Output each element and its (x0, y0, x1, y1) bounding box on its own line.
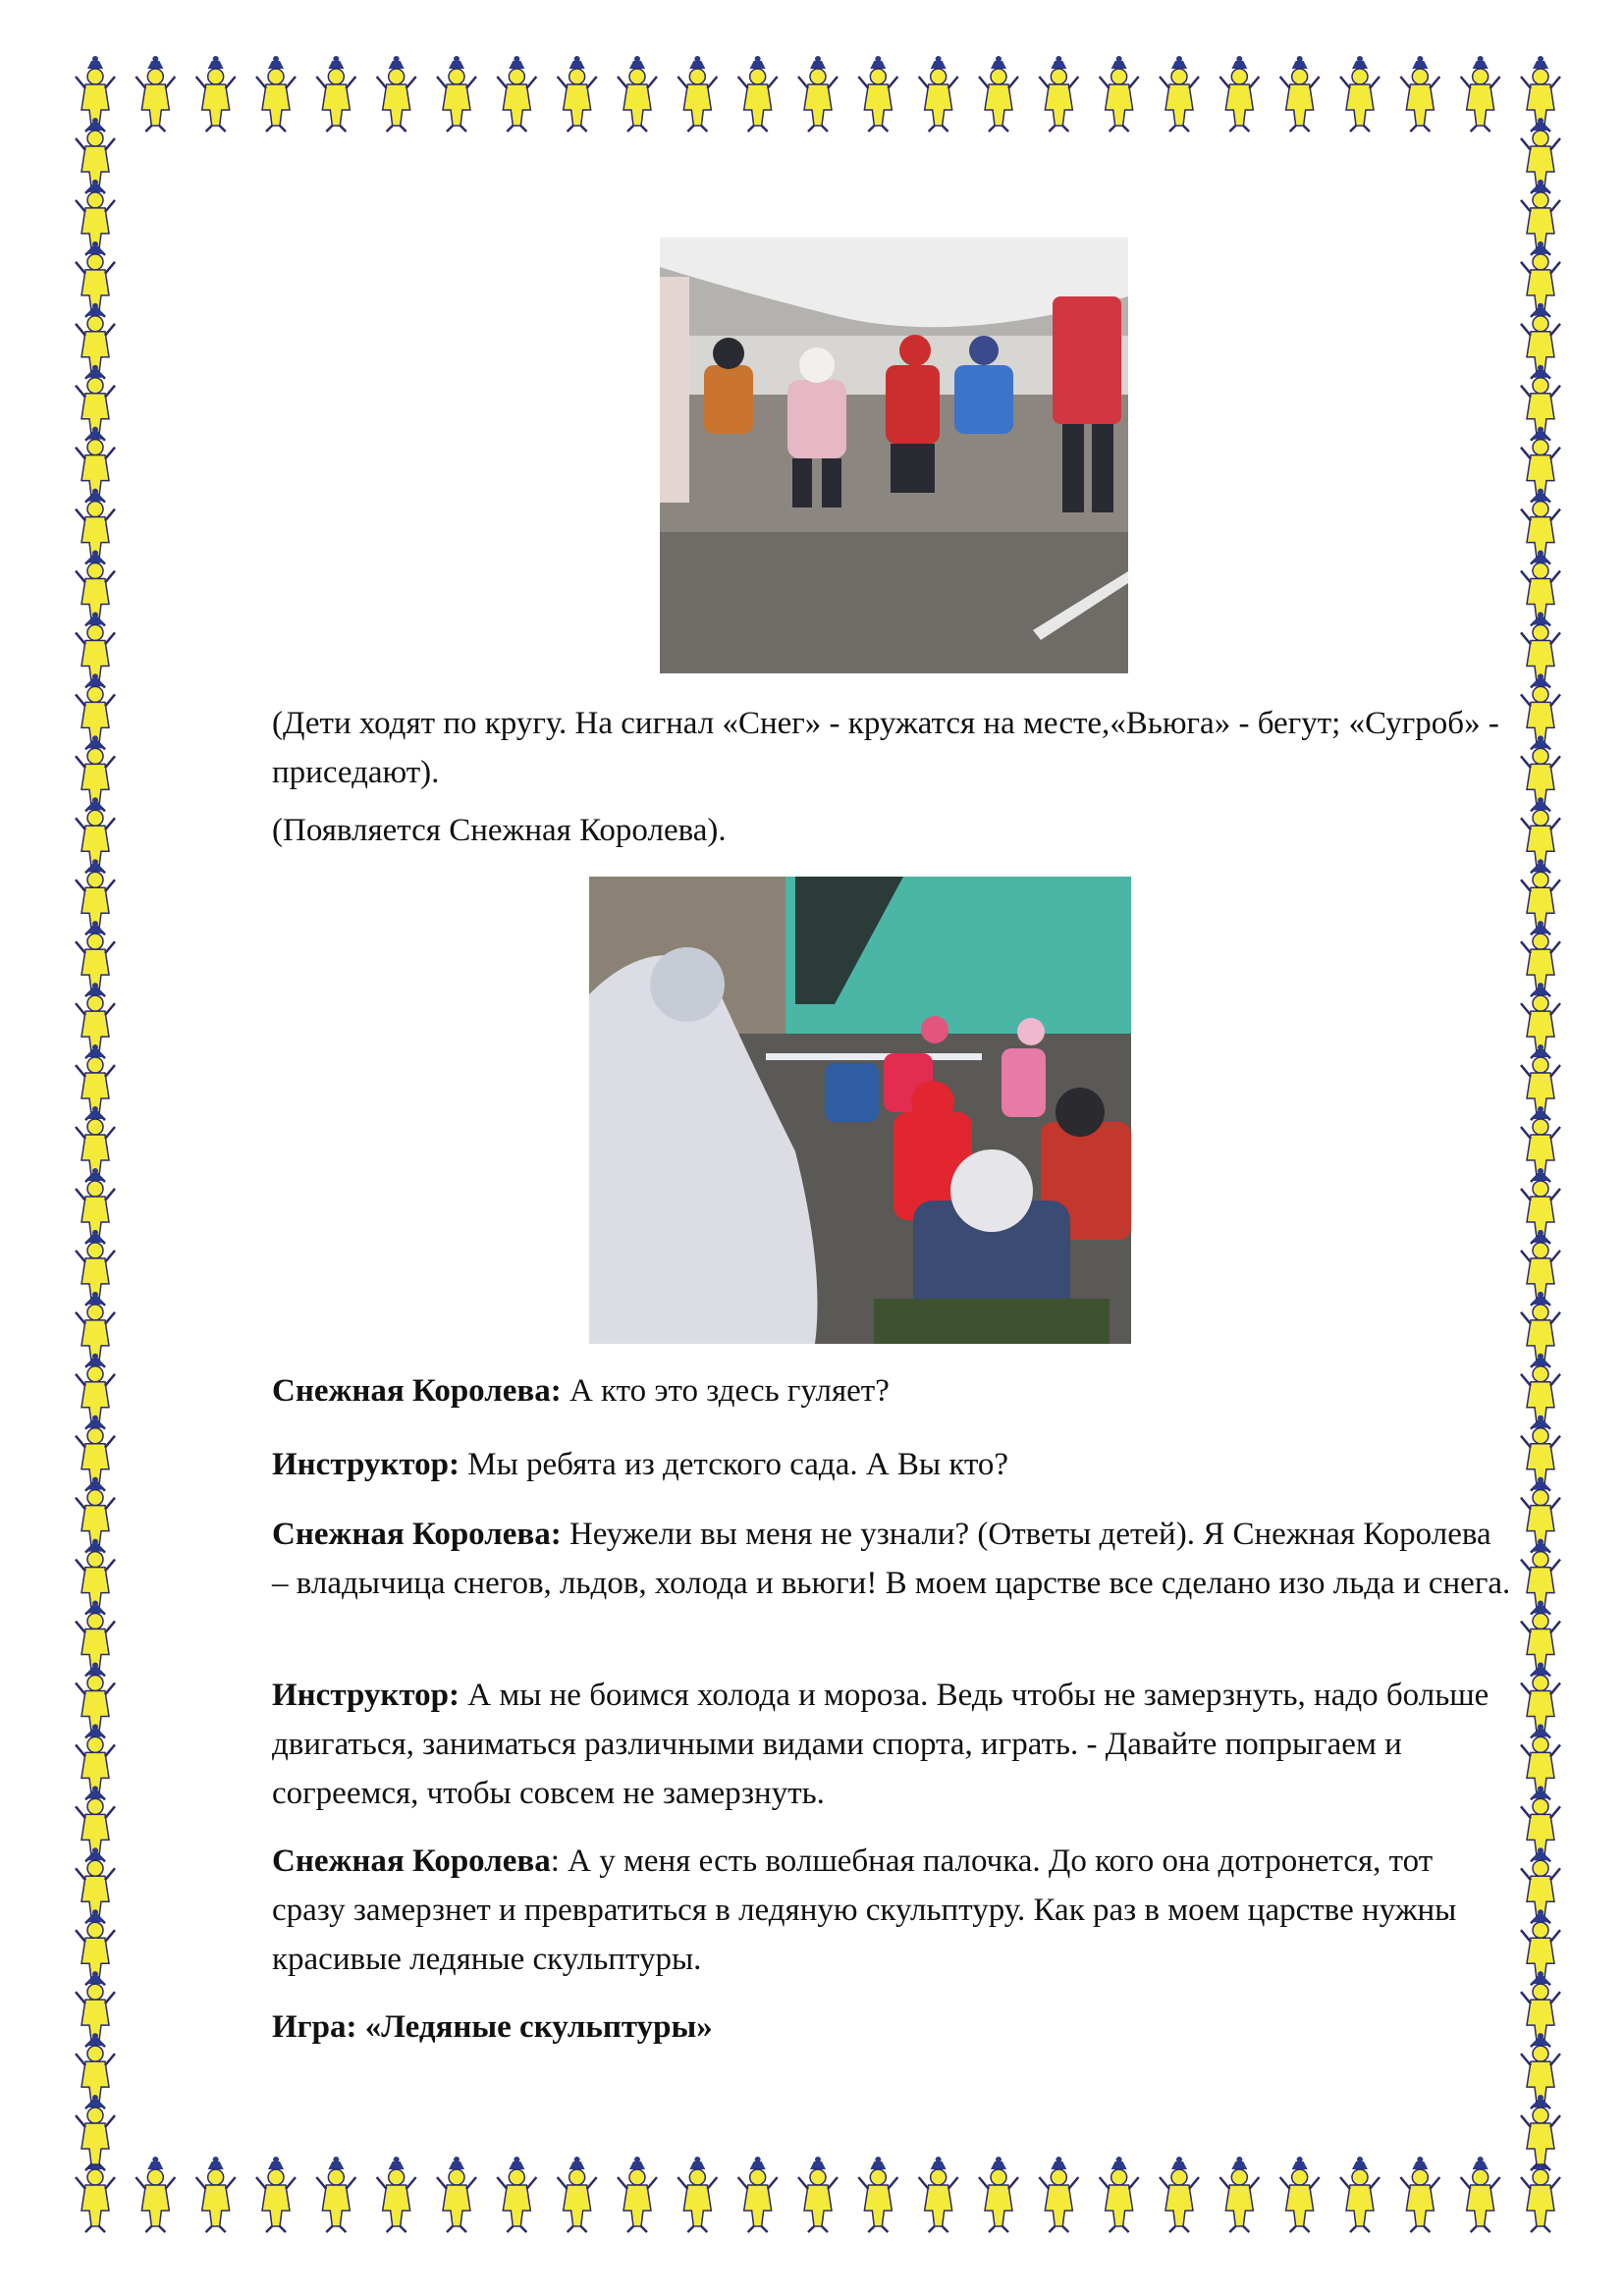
clown-border-figure-icon (76, 1044, 115, 1120)
clown-border-figure-icon (76, 1477, 115, 1553)
clown-border-figure-icon (76, 2095, 115, 2170)
clown-border-figure-icon (1039, 2157, 1078, 2232)
clown-border-figure-icon (1521, 1971, 1560, 2047)
clown-border-figure-icon (76, 1847, 115, 1923)
clown-border-figure-icon (76, 1292, 115, 1367)
clown-border-figure-icon (76, 2033, 115, 2109)
clown-border-figure-icon (1521, 489, 1560, 564)
clown-border-figure-icon (618, 56, 657, 132)
clown-border-figure-icon (1160, 2157, 1199, 2232)
clown-border-figure-icon (76, 241, 115, 317)
clown-border-figure-icon (1521, 1662, 1560, 1737)
clown-border-figure-icon (1521, 56, 1560, 132)
clown-border-figure-icon (979, 2157, 1018, 2232)
clown-border-figure-icon (76, 1909, 115, 1985)
clown-border-figure-icon (1521, 1847, 1560, 1923)
dialogue-snow-queen-1: Снежная Королева: А кто это здесь гуляет? (272, 1373, 890, 1409)
speaker-label: Снежная Королева: (272, 1373, 562, 1409)
clown-border-figure-icon (76, 612, 115, 687)
clown-border-figure-icon (1219, 56, 1259, 132)
clown-border-figure-icon (135, 2157, 175, 2232)
clown-border-figure-icon (1521, 612, 1560, 687)
clown-border-figure-icon (377, 2157, 416, 2232)
clown-border-figure-icon (558, 56, 597, 132)
clown-border-figure-icon (1521, 1415, 1560, 1491)
clown-border-figure-icon (76, 1415, 115, 1491)
clown-border-figure-icon (76, 489, 115, 564)
clown-border-figure-icon (1160, 56, 1199, 132)
clown-border-figure-icon (76, 1230, 115, 1306)
clown-border-figure-icon (1521, 1909, 1560, 1985)
clown-border-figure-icon (76, 1662, 115, 1737)
clown-border-figure-icon (1521, 2095, 1560, 2170)
clown-border-figure-icon (76, 1354, 115, 1429)
clown-border-figure-icon (1521, 1477, 1560, 1553)
clown-border-figure-icon (76, 1539, 115, 1615)
clown-border-figure-icon (76, 56, 115, 132)
clown-border-figure-icon (1521, 1354, 1560, 1429)
speaker-label: Снежная Королева (272, 1843, 551, 1879)
clown-border-figure-icon (377, 56, 416, 132)
clown-border-figure-icon (1340, 2157, 1380, 2232)
clown-border-figure-icon (76, 118, 115, 193)
clown-border-figure-icon (858, 56, 897, 132)
clown-border-figure-icon (316, 56, 355, 132)
clown-border-figure-icon (798, 2157, 838, 2232)
paragraph-snow-queen-appears: (Появляется Снежная Королева). (272, 813, 727, 848)
speaker-label: Инструктор: (272, 1447, 460, 1482)
clown-border-figure-icon (76, 797, 115, 873)
clown-border-figure-icon (919, 56, 958, 132)
clown-border-figure-icon (1521, 1044, 1560, 1120)
clown-border-figure-icon (497, 2157, 536, 2232)
clown-border-figure-icon (1219, 2157, 1259, 2232)
clown-border-figure-icon (76, 1971, 115, 2047)
clown-border-figure-icon (1521, 241, 1560, 317)
game-title (272, 2002, 1514, 2052)
clown-border-figure-icon (677, 56, 717, 132)
clown-border-figure-icon (1280, 56, 1320, 132)
clown-border-figure-icon (76, 673, 115, 749)
clown-border-figure-icon (1521, 1539, 1560, 1615)
clown-border-figure-icon (437, 56, 476, 132)
speaker-label: Снежная Королева: (272, 1517, 562, 1552)
clown-border-figure-icon (1521, 797, 1560, 873)
photo-children-winter-game (660, 238, 1128, 673)
clown-border-figure-icon (196, 2157, 236, 2232)
clown-border-figure-icon (316, 2157, 355, 2232)
clown-border-figure-icon (76, 1168, 115, 1244)
clown-border-figure-icon (677, 2157, 717, 2232)
clown-border-figure-icon (76, 551, 115, 626)
dialogue-instructor-2: Инструктор: А мы не боимся холода и мороза. Ведь чтобы не замерзнуть, надо больше двигаться, заниматься различными видами спорта, играть. - Давайте попрыгаем и согреемся, чтобы совсем не замерзнуть. (272, 1678, 1489, 1811)
clown-border-figure-icon (76, 427, 115, 503)
dialogue-snow-queen-2: Снежная Королева: Неужели вы меня не узнали? (Ответы детей). Я Снежная Королева – владычица снегов, льдов, холода и вьюги! В моем царстве все сделано изо льда и снега. (272, 1517, 1511, 1601)
clown-border-figure-icon (256, 2157, 296, 2232)
clown-border-figure-icon (1521, 1601, 1560, 1677)
clown-border-figure-icon (1100, 56, 1139, 132)
clown-border-figure-icon (76, 859, 115, 934)
speaker-label: Инструктор: (272, 1678, 460, 1713)
clown-border-figure-icon (1521, 118, 1560, 193)
clown-border-figure-icon (1521, 735, 1560, 811)
clown-border-figure-icon (76, 1786, 115, 1861)
clown-border-figure-icon (437, 2157, 476, 2232)
clown-border-figure-icon (1521, 365, 1560, 441)
clown-border-figure-icon (979, 56, 1018, 132)
clown-border-figure-icon (1521, 1292, 1560, 1367)
clown-border-figure-icon (76, 1724, 115, 1799)
clown-border-figure-icon (196, 56, 236, 132)
clown-border-figure-icon (1521, 2033, 1560, 2109)
clown-border-figure-icon (1521, 551, 1560, 626)
clown-border-figure-icon (135, 56, 175, 132)
clown-border-figure-icon (1039, 56, 1078, 132)
paragraph-game-instructions: (Дети ходят по кругу. На сигнал «Снег» - кружатся на месте,«Вьюга» - бегут; «Сугроб» - приседают). (272, 706, 1499, 790)
clown-border-figure-icon (919, 2157, 958, 2232)
clown-border-figure-icon (1521, 921, 1560, 996)
dialogue-instructor-1: Инструктор: Мы ребята из детского сада. А Вы кто? (272, 1447, 1009, 1482)
clown-border-figure-icon (798, 56, 838, 132)
clown-border-figure-icon (1461, 56, 1500, 132)
clown-border-figure-icon (1521, 1786, 1560, 1861)
photo-snow-queen-with-children (589, 877, 1131, 1344)
clown-border-figure-icon (76, 921, 115, 996)
clown-border-figure-icon (1521, 180, 1560, 255)
clown-border-figure-icon (1521, 859, 1560, 934)
clown-border-figure-icon (1521, 673, 1560, 749)
clown-border-figure-icon (558, 2157, 597, 2232)
clown-border-figure-icon (76, 303, 115, 379)
clown-border-figure-icon (76, 180, 115, 255)
clown-border-figure-icon (1521, 1724, 1560, 1799)
clown-border-figure-icon (1521, 303, 1560, 379)
clown-border-figure-icon (256, 56, 296, 132)
clown-border-figure-icon (76, 735, 115, 811)
clown-border-figure-icon (618, 2157, 657, 2232)
clown-border-figure-icon (76, 365, 115, 441)
clown-border-figure-icon (76, 1106, 115, 1182)
clown-border-figure-icon (738, 56, 778, 132)
clown-border-figure-icon (76, 1601, 115, 1677)
clown-border-figure-icon (1521, 1230, 1560, 1306)
clown-border-figure-icon (1521, 2157, 1560, 2232)
clown-border-figure-icon (1521, 1168, 1560, 1244)
clown-border-figure-icon (1400, 2157, 1439, 2232)
dialogue-snow-queen-3: Снежная Королева: А у меня есть волшебная палочка. До кого она дотронется, тот сразу замерзнет и превратиться в ледяную скульптуру. Как раз в моем царстве нужны красивые ледяные скульптуры. (272, 1843, 1457, 1977)
clown-border-figure-icon (1340, 56, 1380, 132)
clown-border-figure-icon (497, 56, 536, 132)
clown-border-figure-icon (76, 2157, 115, 2232)
clown-border-figure-icon (1100, 2157, 1139, 2232)
speaker-label: Игра: «Ледяные скульптуры» (272, 2009, 713, 2045)
clown-border-figure-icon (858, 2157, 897, 2232)
clown-border-figure-icon (738, 2157, 778, 2232)
clown-border-figure-icon (1521, 1106, 1560, 1182)
clown-border-figure-icon (76, 983, 115, 1058)
clown-border-figure-icon (1461, 2157, 1500, 2232)
clown-border-figure-icon (1521, 427, 1560, 503)
clown-border-figure-icon (1280, 2157, 1320, 2232)
clown-border-figure-icon (1400, 56, 1439, 132)
clown-border-figure-icon (1521, 983, 1560, 1058)
